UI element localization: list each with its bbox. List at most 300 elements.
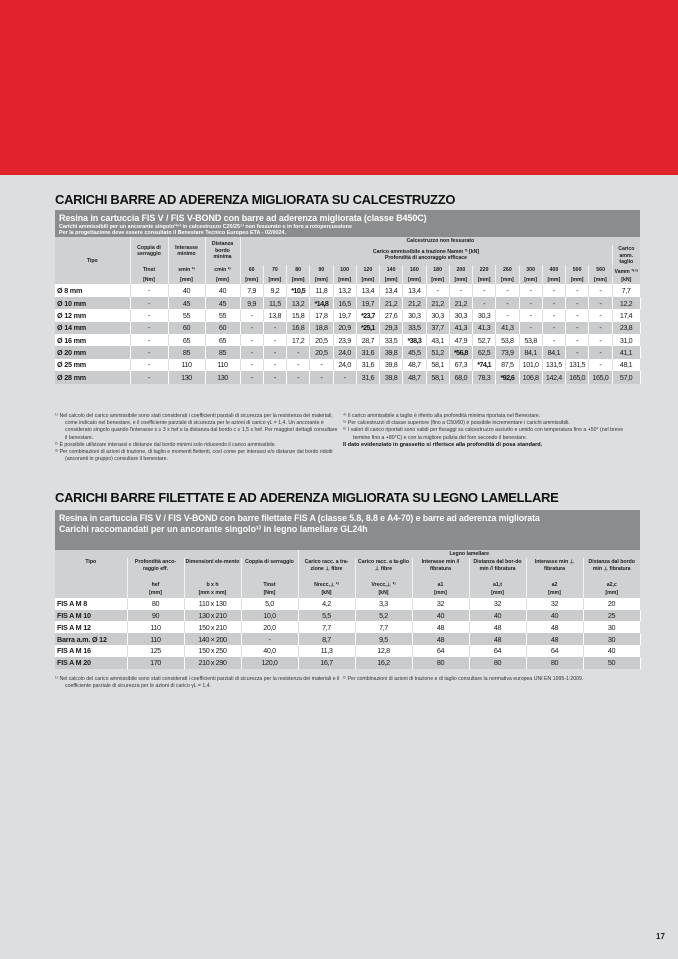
depth-header: 560 [589,265,612,276]
cell-value: 5,2 [355,610,412,622]
load-value: 9,9 [240,297,263,309]
load-value: 58,1 [426,371,449,383]
unit-depth: [mm] [426,276,449,284]
header-interasse: Interasse minimo [168,237,205,265]
load-value: 7,9 [240,284,263,296]
column-unit: [mm] [583,589,640,597]
row-coppia: - [130,359,168,371]
load-value: 142,4 [542,371,565,383]
load-value: 19,7 [333,309,356,321]
row-coppia: - [130,346,168,358]
load-value-standard: *23,7 [356,309,379,321]
column-symbol: a1,t [469,580,526,589]
footnotes-timber-left [55,676,340,690]
load-value: 13,8 [263,309,286,321]
row-distanza: 110 [205,359,240,371]
row-interasse: 110 [168,359,205,371]
load-value: - [287,346,310,358]
depth-header: 90 [310,265,333,276]
unit-depth: [mm] [333,276,356,284]
load-value: 51,2 [426,346,449,358]
row-coppia: - [130,284,168,296]
banner-subtitle: Per la progettazione deve essere consultato il Benestare Tecnico Europeo ETA - 02/0024. [59,230,286,237]
unit-row [55,589,640,597]
cell-value: 48 [469,633,526,645]
load-value: 53,8 [496,334,519,346]
depth-header: 160 [403,265,426,276]
unit-depth: [mm] [403,276,426,284]
cell-value: 170 [127,657,184,669]
row-interasse: 60 [168,322,205,334]
load-value: 53,8 [519,334,542,346]
load-value: 30,3 [449,309,472,321]
load-value: - [496,297,519,309]
table-row [55,297,640,309]
cell-value: 32 [526,598,583,610]
row-distanza: 65 [205,334,240,346]
row-distanza: 40 [205,284,240,296]
unit-depth: [mm] [287,276,310,284]
load-value: 31,6 [356,346,379,358]
load-value: - [333,371,356,383]
load-value: 101,0 [519,359,542,371]
load-value: 29,3 [380,322,403,334]
header-row [55,550,640,558]
load-value: 20,5 [310,346,333,358]
footnote: ¹⁾ Nel calcolo del carico ammissibile sono stati considerati i coefficienti parziali di sicurezza per la resistenza dei materiali e il coefficiente parziale di sicurezza per le azioni di carico γL = 1,4. [55,676,340,690]
column-header: Tipo [55,558,127,580]
banner-title: Resina in cartuccia FIS V / FIS V-BOND con barre filettate FIS A (classe 5.8, 8.8 e A4-70) e barre ad aderenza migliorata [59,513,540,523]
load-value: 30,3 [473,309,496,321]
load-value: - [566,334,589,346]
row-distanza: 130 [205,371,240,383]
load-value: 21,2 [426,297,449,309]
column-unit: [kN] [355,589,412,597]
footnote: ²⁾ Per combinazioni di azioni di trazione e di taglio consultare la normativa europea UNI EN 1995-1:2009. [343,676,584,682]
load-value-standard: *14,8 [310,297,333,309]
header-group: Legno lamellare [298,550,640,558]
header-row [55,237,640,245]
header-profondita-label: Profondità di ancoraggio efficace [384,255,468,262]
cell-value: 30 [583,621,640,633]
column-header: Carico racc. a ta-glio ⊥ fibre [355,558,412,580]
cell-value: 64 [412,645,469,657]
page-number: 17 [656,932,665,941]
row-tipo: Ø 20 mm [55,346,130,358]
row-tipo: Ø 28 mm [55,371,130,383]
load-value: - [496,309,519,321]
load-value: - [496,284,519,296]
footnotes-timber-right [343,676,640,683]
footnote-bold: Il dato evidenziato in grassetto si riferisce alla profondità di posa standard. [343,441,543,448]
cell-value: 48 [526,621,583,633]
load-value: 106,8 [519,371,542,383]
table-row [55,371,640,383]
column-header: Coppia di serraggio [241,558,298,580]
load-value: 39,8 [380,359,403,371]
load-value: 19,7 [356,297,379,309]
row-interasse: 40 [168,284,205,296]
unit-depth: [mm] [519,276,542,284]
load-value: 30,3 [426,309,449,321]
load-value: - [240,334,263,346]
unit-coppia: [Nm] [130,276,168,284]
load-value: 31,6 [356,359,379,371]
row-tipo: FIS A M 8 [55,598,127,610]
header-distanza: Distanza bordo minima [205,237,240,265]
footnote: ²⁾ È possibile utilizzare interassi e distanze dal bordo minimi solo riducendo il carico ammissibile. [55,441,276,448]
depth-header: 220 [473,265,496,276]
footnote: ¹⁾ Nel calcolo del carico ammissibile sono stati considerati i coefficienti parziali di sicurezza per la resistenza dei materiali, come indicato nel benestare, e il coefficiente parziale di sicurezza per le azioni di carico γL = 1,4. Un ancorante è considerato singolo quando l'interasse s ≥ 3 x hef e la distanza dal bordo c ≥ 1,5 x hef. Per maggiori dettagli consultare il benestare. [55,413,338,441]
cell-value: 110 [127,633,184,645]
symbol-taglio: Vamm ³⁾⁴⁾ [614,268,639,275]
depth-header: 400 [542,265,565,276]
unit-depth: [mm] [263,276,286,284]
row-coppia: - [130,334,168,346]
symbol-interasse: smin ²⁾ [168,265,205,276]
cell-value: 10,0 [241,610,298,622]
row-tipo: Ø 14 mm [55,322,130,334]
column-header: Interasse min ⊥ fibratura [526,558,583,580]
unit-depth: [mm] [496,276,519,284]
load-value: - [310,359,333,371]
cell-value: - [241,633,298,645]
column-symbol: hef [127,580,184,589]
load-value: - [566,322,589,334]
column-header: Distanza dal bor-do min // fibratura [469,558,526,580]
table-row [55,633,640,645]
header-row [55,265,640,276]
load-value: - [263,346,286,358]
cell-value: 50 [583,657,640,669]
cell-value: 110 x 130 [184,598,241,610]
timber-load-table [55,550,641,669]
cell-value: 48 [412,633,469,645]
unit-depth: [mm] [356,276,379,284]
load-value: 43,1 [426,334,449,346]
load-value: 131,5 [542,359,565,371]
load-value: 21,2 [403,297,426,309]
header-coppia: Coppia di serraggio [130,237,168,265]
load-value: 165,0 [566,371,589,383]
column-header: Profondità anco-raggio eff. [127,558,184,580]
column-unit: [mm] [469,589,526,597]
load-value: - [240,371,263,383]
table-row [55,610,640,622]
cell-value: 48 [469,621,526,633]
row-coppia: - [130,309,168,321]
load-value: - [449,284,472,296]
load-value: 48,7 [403,371,426,383]
symbol-row [55,580,640,589]
load-value: 16,5 [333,297,356,309]
cell-value: 5,0 [241,598,298,610]
load-value: - [287,359,310,371]
load-value: 13,2 [287,297,310,309]
cell-value: 40 [526,610,583,622]
cell-value: 30 [583,633,640,645]
footnote: ³⁾ Per combinazioni di azioni di trazione, di taglio e momenti flettenti, così come per interassi e/o distanze dal bordo ridotti (ancoranti in gruppo) consultare il benestare. [55,449,333,463]
cell-value: 64 [526,645,583,657]
load-value-standard: *10,5 [287,284,310,296]
cell-value: 7,7 [298,621,355,633]
depth-header: 200 [449,265,472,276]
load-value: 33,5 [403,322,426,334]
unit-depth: [mm] [380,276,403,284]
header-carico-label: Carico ammissibile a trazione Namm ³⁾ [kN] [372,248,480,255]
load-value: 165,0 [589,371,612,383]
footnotes-concrete-right [343,413,640,449]
load-value: - [589,346,612,358]
cell-value: 90 [127,610,184,622]
footnote: ⁶⁾ I valori di carico riportati sono validi per fissaggi su calcestruzzo asciutto e umido con temperatura fino a +50° (nel breve termine fino a +80°C) e con la migliore pulizia del foro secondo il benestare. [343,427,624,441]
load-value: 21,2 [380,297,403,309]
load-value: 41,3 [449,322,472,334]
table-row [55,322,640,334]
concrete-load-table [55,237,641,384]
row-tipo: FIS A M 16 [55,645,127,657]
load-value: - [240,359,263,371]
unit-depth: [mm] [542,276,565,284]
section-title-timber: CARICHI BARRE FILETTATE E AD ADERENZA MIGLIORATA SU LEGNO LAMELLARE [55,490,559,505]
red-header-band [0,0,678,175]
column-symbol: b x h [184,580,241,589]
load-value: 48,7 [403,359,426,371]
load-value: 28,7 [356,334,379,346]
column-unit [55,589,127,597]
load-value: - [263,359,286,371]
table-row [55,284,640,296]
load-value: 9,2 [263,284,286,296]
cell-value: 140 × 200 [184,633,241,645]
load-value: - [240,309,263,321]
row-interasse: 45 [168,297,205,309]
cell-value: 125 [127,645,184,657]
row-taglio: 17,4 [612,309,640,321]
row-interasse: 130 [168,371,205,383]
cell-value: 9,5 [355,633,412,645]
row-tipo: FIS A M 12 [55,621,127,633]
cell-value: 11,3 [298,645,355,657]
header-blank [55,550,298,558]
load-value: 41,3 [496,322,519,334]
load-value: 84,1 [542,346,565,358]
cell-value: 32 [469,598,526,610]
unit-depth: [mm] [566,276,589,284]
header-taglio-label: Carico amm. taglio [618,246,635,266]
column-header: Interasse min // fibratura [412,558,469,580]
cell-value: 20 [583,598,640,610]
table-row [55,645,640,657]
load-value: 13,4 [403,284,426,296]
header-tipo: Tipo [55,237,130,284]
row-tipo: Ø 12 mm [55,309,130,321]
cell-value: 80 [412,657,469,669]
load-value: - [287,371,310,383]
cell-value: 64 [469,645,526,657]
row-taglio: 31,0 [612,334,640,346]
load-value: - [426,284,449,296]
column-unit: [mm] [526,589,583,597]
row-coppia: - [130,371,168,383]
load-value: - [589,322,612,334]
depth-header: 100 [333,265,356,276]
load-value: 11,5 [263,297,286,309]
load-value: - [263,322,286,334]
footnote: ⁵⁾ Per calcestruzzi di classe superiore (fino a C50/60) è possibile incrementare i carichi ammissibili. [343,420,570,427]
depth-header: 70 [263,265,286,276]
load-value: - [263,334,286,346]
cell-value: 210 x 290 [184,657,241,669]
load-value: - [542,322,565,334]
depth-header: 120 [356,265,379,276]
unit-depth: [mm] [449,276,472,284]
cell-value: 40 [412,610,469,622]
unit-distanza: [mm] [205,276,240,284]
cell-value: 80 [526,657,583,669]
load-value: - [473,284,496,296]
footnote: ⁴⁾ Il carico ammissibile a taglio è riferito alla profondità minima riportata nel Benestare. [343,413,541,419]
cell-value: 120,0 [241,657,298,669]
cell-value: 4,2 [298,598,355,610]
row-taglio: 12,2 [612,297,640,309]
cell-value: 48 [412,621,469,633]
load-value: - [473,297,496,309]
header-taglio [612,245,640,276]
load-value: 87,5 [496,359,519,371]
load-value: 23,9 [333,334,356,346]
row-tipo: FIS A M 20 [55,657,127,669]
load-value: 47,9 [449,334,472,346]
load-value: - [519,297,542,309]
depth-header: 500 [566,265,589,276]
load-value: 16,8 [287,322,310,334]
load-value: 39,8 [380,346,403,358]
load-value: 67,3 [449,359,472,371]
table-row [55,598,640,610]
banner-concrete [55,210,640,239]
load-value: 17,2 [287,334,310,346]
load-value: 68,0 [449,371,472,383]
column-symbol: Vrecc,⊥ ²⁾ [355,580,412,589]
cell-value: 130 x 210 [184,610,241,622]
banner-timber [55,510,640,550]
column-symbol: a2,c [583,580,640,589]
load-value: 21,2 [449,297,472,309]
table-row [55,346,640,358]
row-tipo: Ø 16 mm [55,334,130,346]
depth-header: 80 [287,265,310,276]
load-value: 30,3 [403,309,426,321]
table-row [55,657,640,669]
load-value: 27,6 [380,309,403,321]
load-value: - [519,322,542,334]
load-value: - [566,346,589,358]
load-value: - [310,371,333,383]
cell-value: 48 [526,633,583,645]
row-distanza: 85 [205,346,240,358]
row-taglio: 48,1 [612,359,640,371]
unit-depth: [mm] [310,276,333,284]
column-unit: [mm] [127,589,184,597]
row-distanza: 55 [205,309,240,321]
section-title-concrete: CARICHI BARRE AD ADERENZA MIGLIORATA SU CALCESTRUZZO [55,192,456,207]
cell-value: 32 [412,598,469,610]
column-symbol: Nrecc,⊥ ²⁾ [298,580,355,589]
column-unit: [mm] [412,589,469,597]
load-value-standard: *56,8 [449,346,472,358]
column-symbol: a1 [412,580,469,589]
cell-value: 40,0 [241,645,298,657]
load-value: - [519,284,542,296]
load-value: - [566,309,589,321]
cell-value: 16,2 [355,657,412,669]
load-value: - [519,309,542,321]
cell-value: 40 [583,645,640,657]
load-value: 39,8 [380,371,403,383]
load-value: 13,2 [333,284,356,296]
table-row [55,309,640,321]
symbol-coppia: Tinst [130,265,168,276]
depth-header: 300 [519,265,542,276]
column-symbol: a2 [526,580,583,589]
row-tipo: FIS A M 10 [55,610,127,622]
column-header: Dimensioni ele-mento [184,558,241,580]
cell-value: 40 [469,610,526,622]
unit-depth: [mm] [240,276,263,284]
depth-header: 180 [426,265,449,276]
load-value-standard: *38,3 [403,334,426,346]
load-value: - [542,334,565,346]
column-unit: [kN] [298,589,355,597]
banner-title: Resina in cartuccia FIS V / FIS V-BOND con barre ad aderenza migliorata (classe B450C) [59,213,427,223]
load-value: 13,4 [380,284,403,296]
cell-value: 5,5 [298,610,355,622]
cell-value: 80 [127,598,184,610]
row-interasse: 55 [168,309,205,321]
load-value: - [589,284,612,296]
load-value-standard: *25,1 [356,322,379,334]
column-symbol: Tinst [241,580,298,589]
column-header: Distanza dal bordo min ⊥ fibratura [583,558,640,580]
cell-value: 150 x 250 [184,645,241,657]
load-value: - [589,359,612,371]
cell-value: 110 [127,621,184,633]
footnotes-concrete-left [55,413,340,463]
load-value-standard: *74,1 [473,359,496,371]
table-row [55,359,640,371]
row-coppia: - [130,322,168,334]
row-tipo: Ø 8 mm [55,284,130,296]
row-taglio: 23,8 [612,322,640,334]
load-value: 13,4 [356,284,379,296]
unit-depth: [mm] [473,276,496,284]
depth-header: 60 [240,265,263,276]
cell-value: 7,7 [355,621,412,633]
load-value: - [542,284,565,296]
header-row [55,558,640,580]
cell-value: 80 [469,657,526,669]
load-value: - [263,371,286,383]
load-value: 20,9 [333,322,356,334]
depth-header: 140 [380,265,403,276]
unit-row [55,276,640,284]
load-value: 45,5 [403,346,426,358]
unit-depth: [mm] [589,276,612,284]
load-value: 41,3 [473,322,496,334]
load-value: - [566,297,589,309]
cell-value: 16,7 [298,657,355,669]
